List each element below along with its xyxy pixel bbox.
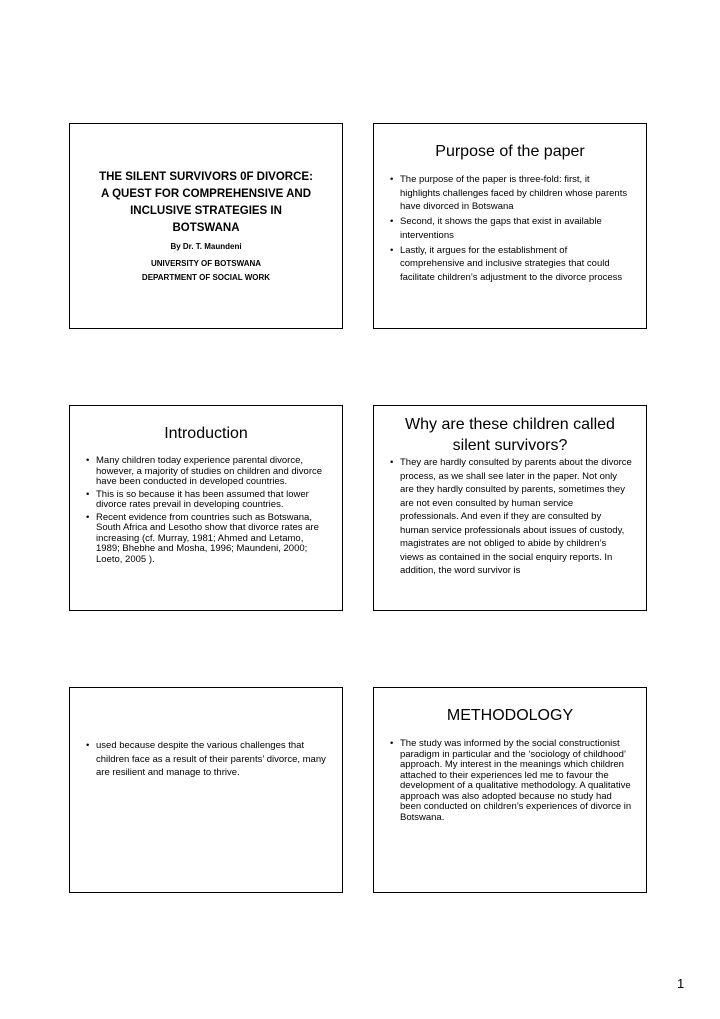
bullet-list — [388, 173, 632, 286]
slide-heading — [380, 414, 640, 456]
department: DEPARTMENT OF SOCIAL WORK — [141, 273, 271, 282]
author-name: By Dr. T. Maundeni — [170, 242, 242, 251]
bullet-item: • The purpose of the paper is three-fold: first, it highlights challenges faced by children whose parents have divorced in Botswana — [388, 173, 632, 214]
bullet-item: • The study was informed by the social constructionist paradigm in particular and the ‘sociology of childhood’ approach. My interest in the meanings which children attached to their experiences led me to favour the development of a qualitative methodology. A qualitative approach was also adopted because no study had been conducted on children’s experiences of divorce in Botswana. — [388, 739, 632, 823]
author-block — [78, 240, 334, 285]
bullet-item: • This is so because it has been assumed that lower divorce rates prevail in developing countries. — [84, 490, 328, 511]
slide-silent-survivors — [373, 405, 647, 611]
bullet-list — [388, 739, 632, 825]
page-number: 1 — [677, 976, 685, 991]
slide-purpose — [373, 123, 647, 329]
bullet-item: • Second, it shows the gaps that exist in available interventions — [388, 215, 632, 242]
bullet-item: • Recent evidence from countries such as Botswana, South Africa and Lesotho show that divorce rates are increasing (cf. Murray, 1981; Ahmed and Letamo, 1989; Bhebhe and Mosha, 1996; Maundeni, 2000; Loeto, 2005 ). — [84, 513, 328, 566]
slide-continuation — [69, 687, 343, 893]
slide-heading: Purpose of the paper — [435, 143, 585, 160]
bullet-item: • Many children today experience parental divorce, however, a majority of studies on children and divorce have been conducted in developed countries. — [84, 456, 328, 488]
slide-heading: METHODOLOGY — [446, 707, 574, 724]
slide-methodology — [373, 687, 647, 893]
paper-title-line: A QUEST FOR COMPREHENSIVE AND — [101, 188, 311, 200]
paper-title-line: THE SILENT SURVIVORS 0F DIVORCE: — [99, 171, 313, 183]
slide-introduction — [69, 405, 343, 611]
bullet-list — [84, 739, 328, 781]
paper-title-line: INCLUSIVE STRATEGIES IN — [130, 205, 282, 217]
slide-heading-line: Why are these children called — [405, 416, 615, 433]
bullet-item: • They are hardly consulted by parents about the divorce process, as we shall see later in the paper. Not only are they hardly consulted by parents, sometimes they are not even consulted by human service professionals. And even if they are consulted by human service professionals about issues of custody, magistrates are not obliged to abide by children’s views as contained in the social enquiry reports. In addition, the word survivor is — [388, 456, 632, 578]
bullet-item: • Lastly, it argues for the establishment of comprehensive and inclusive strategies that could facilitate children’s adjustment to the divorce process — [388, 244, 632, 285]
paper-title — [78, 169, 334, 237]
paper-title-line: BOTSWANA — [172, 222, 240, 234]
slide-heading-line: silent survivors? — [452, 437, 568, 454]
slide-heading: Introduction — [164, 425, 248, 442]
bullet-item: • used because despite the various challenges that children face as a result of their parents’ divorce, many are resilient and manage to thrive. — [84, 739, 328, 780]
bullet-list — [84, 456, 328, 567]
slide-title — [69, 123, 343, 329]
institution: UNIVERSITY OF BOTSWANA — [150, 259, 262, 268]
bullet-list — [388, 456, 632, 579]
